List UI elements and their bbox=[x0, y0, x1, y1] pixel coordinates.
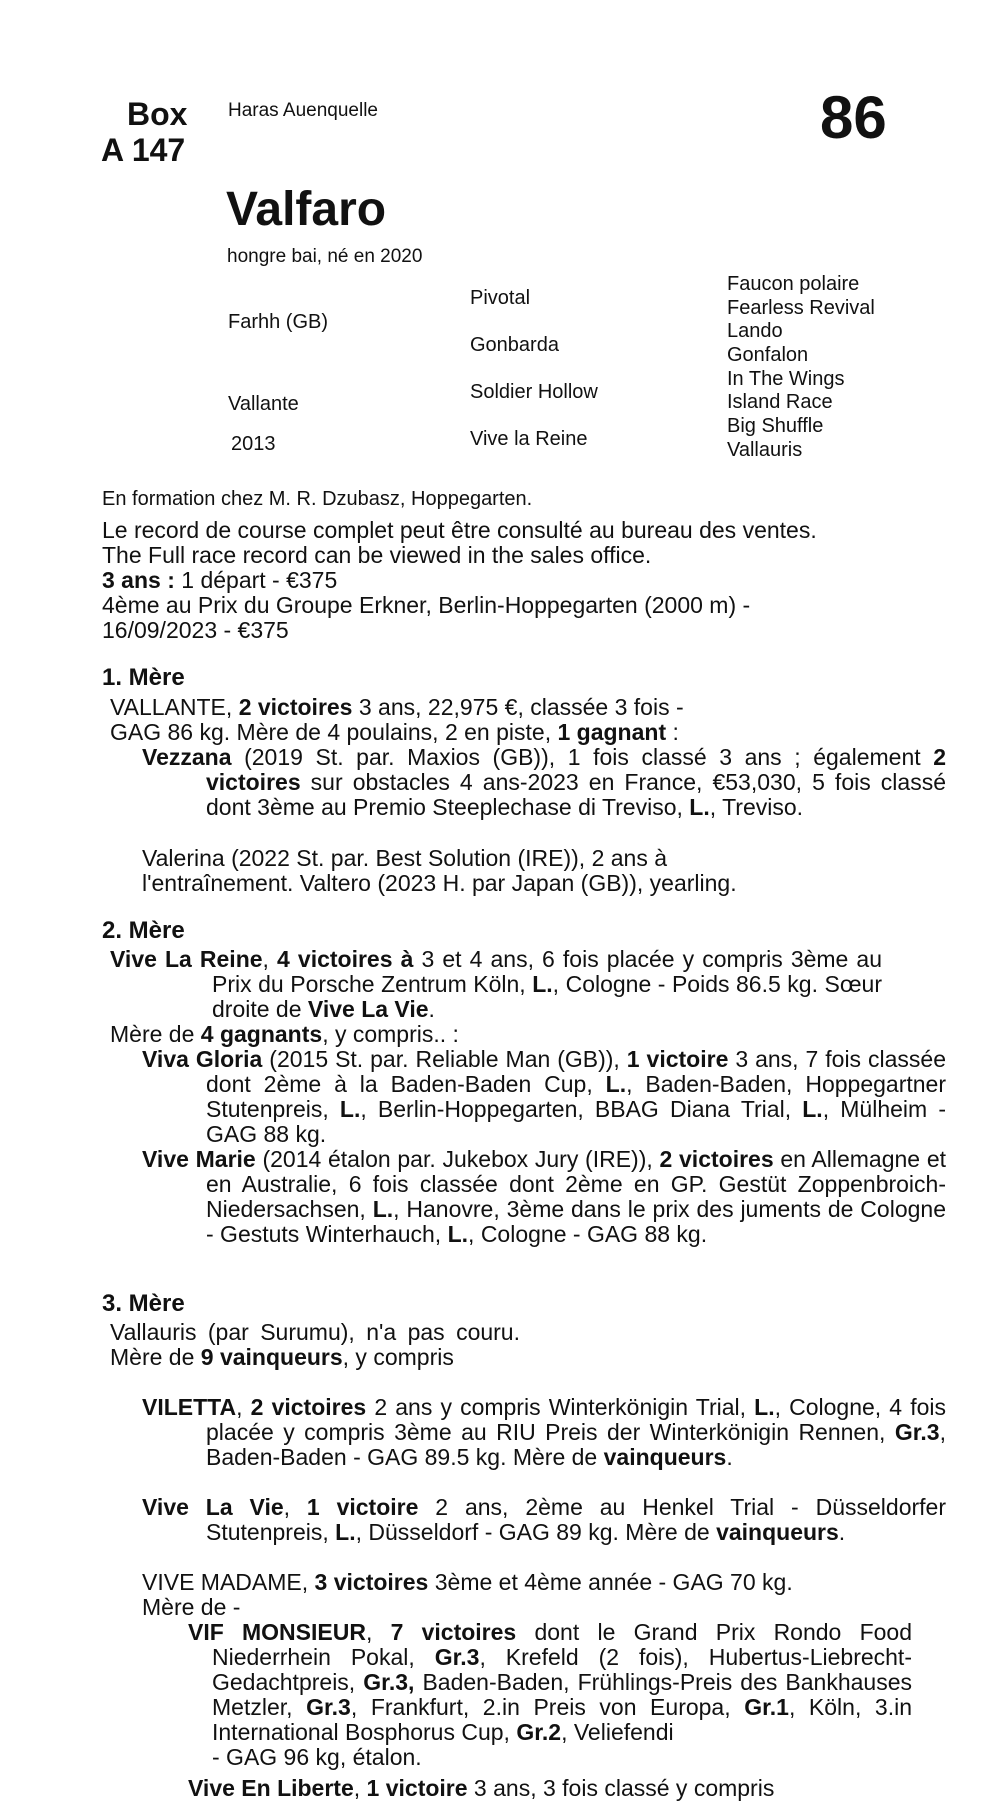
record-race-line-2: 16/09/2023 - €375 bbox=[102, 617, 289, 643]
record-age-label: 3 ans : bbox=[102, 567, 175, 593]
produce-vive-marie: Vive Marie (2014 étalon par. Jukebox Jury (IRE)), 2 victoires en Allemagne et en Australie, 6 fois classée dont 2ème en GP. Gestüt Zoppenbroich-Niedersachsen, L., Hanovre, 3ème dans le prix des juments de Cologne - Gestuts Winterhauch, L., Cologne - GAG 88 kg. bbox=[142, 1146, 946, 1247]
box-label: Box bbox=[127, 96, 188, 132]
first-dam-line-1: VALLANTE, 2 victoires 3 ans, 22,975 €, classée 3 fois - bbox=[110, 694, 684, 720]
box-number: A 147 bbox=[101, 132, 186, 168]
pedigree-sire: Farhh (GB) bbox=[228, 311, 329, 333]
section-heading-second-dam: 2. Mère bbox=[102, 917, 185, 944]
first-dam-line-2: GAG 86 kg. Mère de 4 poulains, 2 en piste, 1 gagnant : bbox=[110, 719, 679, 745]
produce-vive-la-vie: Vive La Vie, 1 victoire 2 ans, 2ème au Henkel Trial - Düsseldorfer Stutenpreis, L., Düsseldorf - GAG 89 kg. Mère de vainqueurs. bbox=[142, 1494, 946, 1545]
produce-viletta: VILETTA, 2 victoires 2 ans y compris Winterkönigin Trial, L., Cologne, 4 fois placée y compris 3ème au RIU Preis der Winterkönigin Rennen, Gr.3, Baden-Baden - GAG 89.5 kg. Mère de vainqueurs. bbox=[142, 1394, 947, 1470]
pedigree-gen3-2: Fearless Revival bbox=[727, 297, 875, 319]
produce-vive-madame: VIVE MADAME, 3 victoires 3ème et 4ème année - GAG 70 kg. bbox=[142, 1569, 793, 1595]
record-age-text: 1 départ - €375 bbox=[174, 567, 338, 593]
second-dam-produce-summary: Mère de 4 gagnants, y compris.. : bbox=[110, 1021, 459, 1047]
produce-vive-madame-mere: Mère de - bbox=[142, 1594, 241, 1620]
produce-viva-gloria: Viva Gloria (2015 St. par. Reliable Man (GB)), 1 victoire 3 ans, 7 fois classée dont 2ème à la Baden-Baden Cup, L., Baden-Baden, Hoppegartner Stutenpreis, L., Berlin-Hoppegarten, BBAG Diana Trial, L., Mülheim - GAG 88 kg. bbox=[142, 1046, 946, 1147]
produce-valerina-line-2: l'entraînement. Valtero (2023 H. par Japan (GB)), yearling. bbox=[142, 870, 737, 896]
pedigree-gen3-7: Big Shuffle bbox=[727, 415, 824, 437]
horse-name: Valfaro bbox=[226, 183, 387, 236]
record-race-line-1: 4ème au Prix du Groupe Erkner, Berlin-Hoppegarten (2000 m) - bbox=[102, 592, 751, 618]
produce-valerina-line-1: Valerina (2022 St. par. Best Solution (IRE)), 2 ans à bbox=[142, 845, 668, 871]
pedigree-gen3-6: Island Race bbox=[727, 391, 833, 413]
record-note-en: The Full race record can be viewed in the sales office. bbox=[102, 542, 652, 568]
second-dam-vive-la-reine: Vive La Reine, 4 victoires à 3 et 4 ans, 6 fois placée y compris 3ème au Prix du Porsche Zentrum Köln, L., Cologne - Poids 86.5 kg. Sœur droite de Vive La Vie. bbox=[110, 946, 883, 1022]
lot-number: 86 bbox=[820, 84, 887, 151]
pedigree-gen3-8: Vallauris bbox=[727, 439, 803, 461]
section-heading-third-dam: 3. Mère bbox=[102, 1290, 185, 1317]
pedigree-dam-year: 2013 bbox=[231, 433, 276, 455]
record-note-fr: Le record de course complet peut être consulté au bureau des ventes. bbox=[102, 517, 817, 543]
third-dam-vallauris: Vallauris (par Surumu), n'a pas couru. Mère de 9 vainqueurs, y compris bbox=[110, 1319, 520, 1370]
section-heading-first-dam: 1. Mère bbox=[102, 664, 185, 691]
pedigree-gen2-4: Vive la Reine bbox=[470, 428, 588, 450]
produce-vive-en-liberte: Vive En Liberte, 1 victoire 3 ans, 3 fois classé y compris bbox=[188, 1775, 775, 1801]
pedigree-gen2-1: Pivotal bbox=[470, 287, 531, 309]
training-note: En formation chez M. R. Dzubasz, Hoppegarten. bbox=[102, 488, 533, 510]
produce-vif-monsieur: VIF MONSIEUR, 7 victoires dont le Grand Prix Rondo Food Niederrhein Pokal, Gr.3, Krefeld (2 fois), Hubertus-Liebrecht- Gedachtpreis, Gr.3, Baden-Baden, Frühlings-Preis des Bankhauses Metzler, Gr.3, Frankfurt, 2.in Preis von Europa, Gr.1, Köln, 3.in International Bosphorus Cup, Gr.2, Veliefendi bbox=[188, 1619, 913, 1745]
record-summary bbox=[102, 568, 337, 593]
pedigree-gen3-1: Faucon polaire bbox=[727, 273, 860, 295]
pedigree-gen3-4: Gonfalon bbox=[727, 344, 809, 366]
pedigree-gen2-2: Gonbarda bbox=[470, 334, 559, 356]
produce-name: Vezzana bbox=[142, 744, 232, 770]
pedigree-gen3-5: In The Wings bbox=[727, 368, 845, 390]
pedigree-gen3-3: Lando bbox=[727, 320, 783, 342]
breeder-name: Haras Auenquelle bbox=[228, 100, 378, 121]
pedigree-gen2-3: Soldier Hollow bbox=[470, 381, 598, 403]
produce-vif-monsieur-end: - GAG 96 kg, étalon. bbox=[212, 1744, 422, 1770]
produce-vezzana: Vezzana (2019 St. par. Maxios (GB)), 1 fois classé 3 ans ; également 2 victoires sur obstacles 4 ans-2023 en France, €53,030, 5 fois classé dont 3ème au Premio Steeplechase di Treviso, L., Treviso. bbox=[142, 744, 946, 820]
horse-description: hongre bai, né en 2020 bbox=[227, 246, 423, 267]
pedigree-dam: Vallante bbox=[228, 393, 299, 415]
